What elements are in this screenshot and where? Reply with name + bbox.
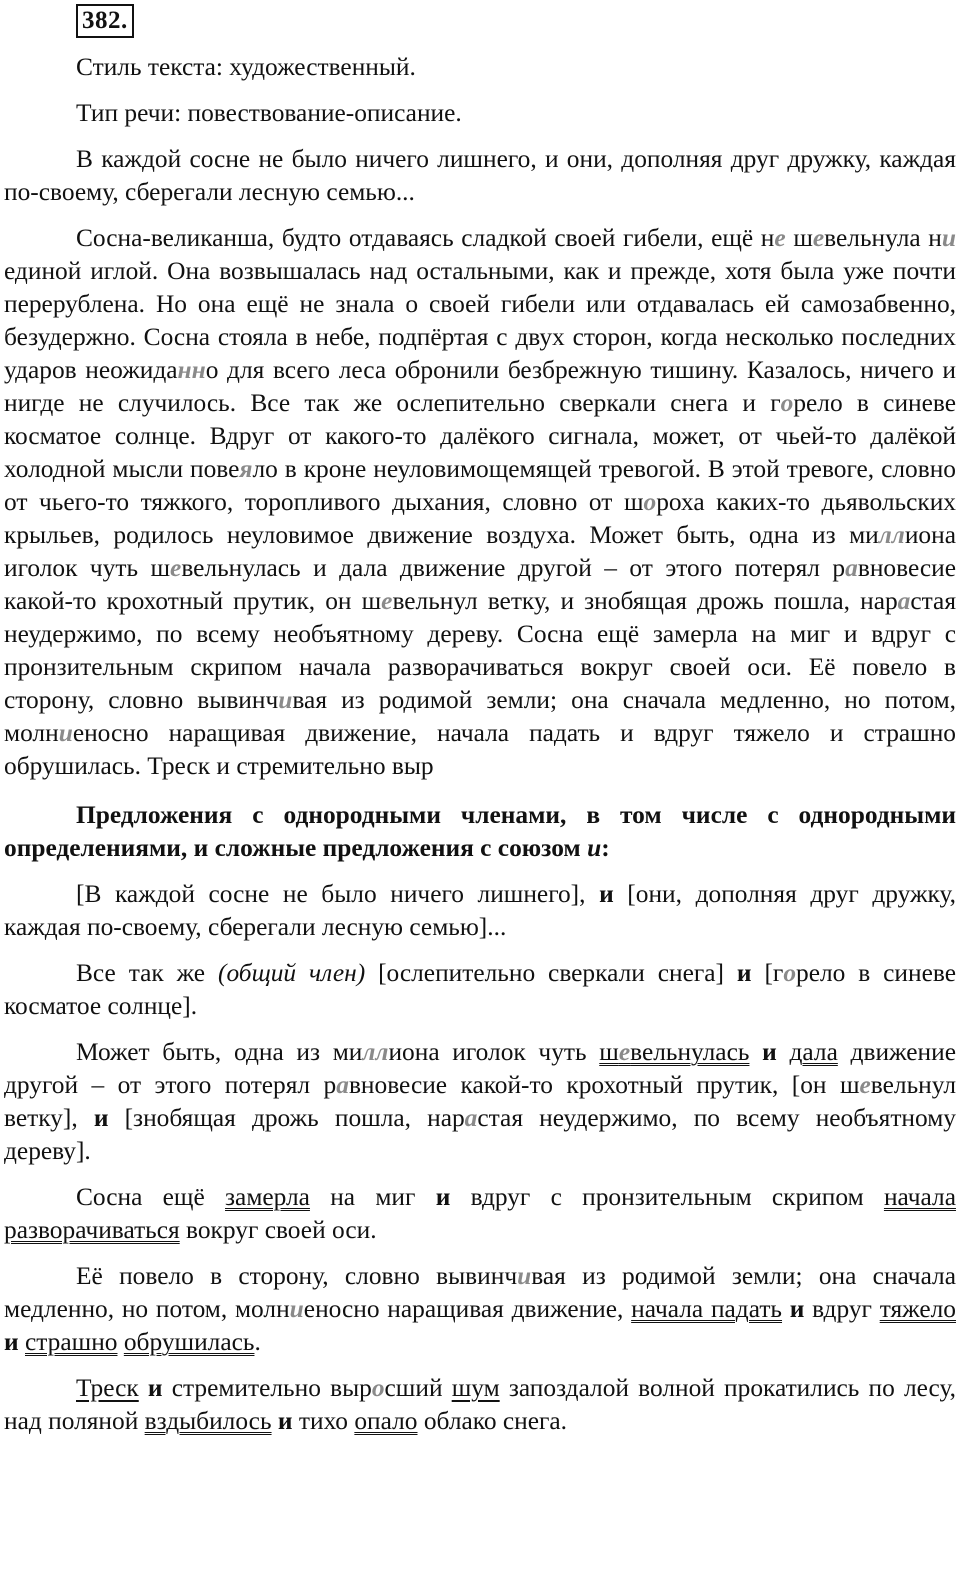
conjunction: и [93,1104,109,1132]
text-run: на миг [309,1183,436,1211]
text-run: вдруг с пронзительным скрипом [450,1183,884,1211]
text-run: [знобящая дрожь пошла, нар [108,1104,465,1132]
common-member-note: (общий член) [217,959,366,987]
orthogram-letter: о [780,389,794,417]
text-run: вельнулась и дала движение другой – от этого потерял р [181,554,846,582]
predicate-underlined: вздыбилось [144,1407,272,1435]
text-run: стая неудержимо, по всему необъятному дереву]. [4,1104,956,1165]
paragraph-2 [4,222,956,783]
text-run: Сосна-великанша, будто отдаваясь сладкой своей гибели, ещё н [76,224,775,252]
exercise-number: 382. [76,4,134,38]
orthogram-letter: о [643,488,657,516]
orthogram-letter: е [812,224,825,252]
text-run [782,1295,790,1323]
text-run: . [254,1328,261,1356]
orthogram-letter: о [371,1374,385,1402]
text-run: вновесие какой-то крохотный прутик, он ш [4,554,956,615]
text-run [139,1374,148,1402]
conjunction: и [435,1183,451,1211]
text-run: сший [384,1374,452,1402]
text-run: облако снега. [417,1407,568,1435]
text-run: еносно наращивая движение, [303,1295,632,1323]
heading-colon: : [601,834,610,862]
predicate-underlined [599,1038,749,1066]
text-run: [ослепительно сверкали снега] [365,959,737,987]
text-run: вдруг [804,1295,880,1323]
orthogram-letter: и [941,224,956,252]
example-3 [4,1036,956,1168]
text-run: вельнул ветку, и знобящая дрожь пошла, нар [392,587,898,615]
orthogram-letter: я [239,455,253,483]
exercise-number-row [4,4,956,38]
text-run: рело в синеве косматое солнце. Вдруг от какого-то далёкого сигнала, может, от чьей-то далёкой холодной мысли пове [4,389,957,483]
orthogram-letter: лл [878,521,905,549]
adverbial-underlined: страшно [25,1328,118,1356]
subject-underlined: шум [451,1374,500,1402]
orthogram-letter: е [381,587,393,615]
text-run: иона иголок чуть ш [4,521,956,582]
conjunction: и [599,880,614,908]
predicate-underlined: обрушилась [123,1328,255,1356]
text-run: [В каждой сосне не было ничего лишнего], [76,880,600,908]
conjunction: и [4,1328,19,1356]
predicate-underlined: дала [789,1038,838,1066]
text-run: [г [751,959,784,987]
text-run: единой иглой. Она возвышалась над остальными, как и прежде, хотя была уже почти перерублена. Но она ещё не знала о своей гибели или отдавалась ей самозабвенно, безудержно. Сосна стояла в небе, подпёртая с двух сторон, когда несколько последних ударов неожида [4,257,956,384]
text-run: о для всего леса обронили безбрежную тишину. Казалось, ничего и нигде не случилось. Все так же ослепительно сверкали снега и г [4,356,956,417]
text-run: вновесие какой-то крохотный прутик, [он ш [348,1071,860,1099]
orthogram-letter: и [58,719,73,747]
text-run [777,1038,790,1066]
paragraph-1: В каждой сосне не было ничего лишнего, и они, дополняя друг дружку, каждая по-своему, сберегали лесную семью... [4,145,956,206]
text-run: ш [599,1038,619,1066]
text-run: рело в синеве косматое солнце]. [4,959,956,1020]
example-1 [4,878,956,944]
orthogram-letter: о [783,959,797,987]
text-style-line: Стиль текста: художественный. [76,53,416,81]
predicate-underlined: начала падать [631,1295,783,1323]
conjunction: и [277,1407,293,1435]
orthogram-letter: а [336,1071,349,1099]
text-run: движение другой – от этого потерял р [4,1038,956,1099]
text-run: вельнулась [630,1038,750,1066]
speech-type-line: Тип речи: повествование-описание. [76,99,462,127]
conjunction: и [789,1295,805,1323]
text-run: роха каких-то дьявольских крыльев, родилось неуловимое движение воздуха. Может быть, одна из ми [4,488,956,549]
text-run: тихо [292,1407,355,1435]
adverbial-underlined: тяжело [879,1295,956,1323]
example-4 [4,1181,956,1247]
heading-conjunction: и [587,834,602,862]
orthogram-letter: е [170,554,182,582]
section-heading [4,799,956,865]
text-run: ш [793,224,813,252]
conjunction: и [147,1374,163,1402]
predicate-underlined: опало [354,1407,418,1435]
text-run: еносно наращивая движение, начала падать и вдруг тяжело и страшно обрушилась. Треск и стремительно выр [4,719,956,780]
example-5 [4,1260,956,1359]
text-run: Может быть, одна из ми [76,1038,363,1066]
text-run: иона иголок чуть [388,1038,600,1066]
orthogram-letter: и [278,686,293,714]
text-run: вельнул ветку], [4,1071,956,1132]
orthogram-letter: а [845,554,858,582]
orthogram-letter: и [289,1295,304,1323]
orthogram-letter: е [618,1038,631,1066]
text-run: запоздалой волной прокатились по лесу, над поляной [4,1374,956,1435]
text-run: вая из родимой земли; она сначала медленно, но потом, молн [4,686,957,747]
orthogram-letter: нн [177,356,206,384]
subject-underlined: Треск [76,1374,139,1402]
conjunction: и [762,1038,777,1066]
text-run: стая неудержимо, по всему необъятному дереву. Сосна ещё замерла на миг и вдруг с пронзительным скрипом начала разворачиваться вокруг своей оси. Её повело в сторону, словно вывинч [4,587,956,714]
example-6 [4,1372,956,1438]
text-run: Её повело в сторону, словно вывинч [76,1262,518,1290]
orthogram-letter: е [859,1071,871,1099]
text-run: Все так же [76,959,218,987]
text-run: вокруг своей оси. [179,1216,377,1244]
orthogram-letter: а [464,1104,478,1132]
text-run: стремительно выр [162,1374,372,1402]
predicate-underlined: начала разворачиваться [4,1183,956,1244]
text-run [749,1038,762,1066]
predicate-underlined: замерла [225,1183,310,1211]
conjunction: и [736,959,752,987]
text-run: вая из родимой земли; она сначала медленно, но потом, молн [4,1262,956,1323]
text-run: ло в кроне неуловимощемящей тревогой. В этой тревоге, словно от чьего-то тяжкого, торопливого дыхания, словно от ш [4,455,956,516]
orthogram-letter: и [517,1262,532,1290]
orthogram-letter: а [897,587,911,615]
text-run: Сосна ещё [76,1183,226,1211]
text-run: [они, дополняя друг дружку, каждая по-своему, сберегали лесную семью]... [4,880,956,941]
example-2 [4,957,956,1023]
orthogram-letter: е [774,224,786,252]
heading-text: Предложения с однородными членами, в том числе с однородными определениями, и сложные предложения с союзом [4,801,956,862]
text-run: вельнула н [824,224,942,252]
orthogram-letter: лл [362,1038,389,1066]
